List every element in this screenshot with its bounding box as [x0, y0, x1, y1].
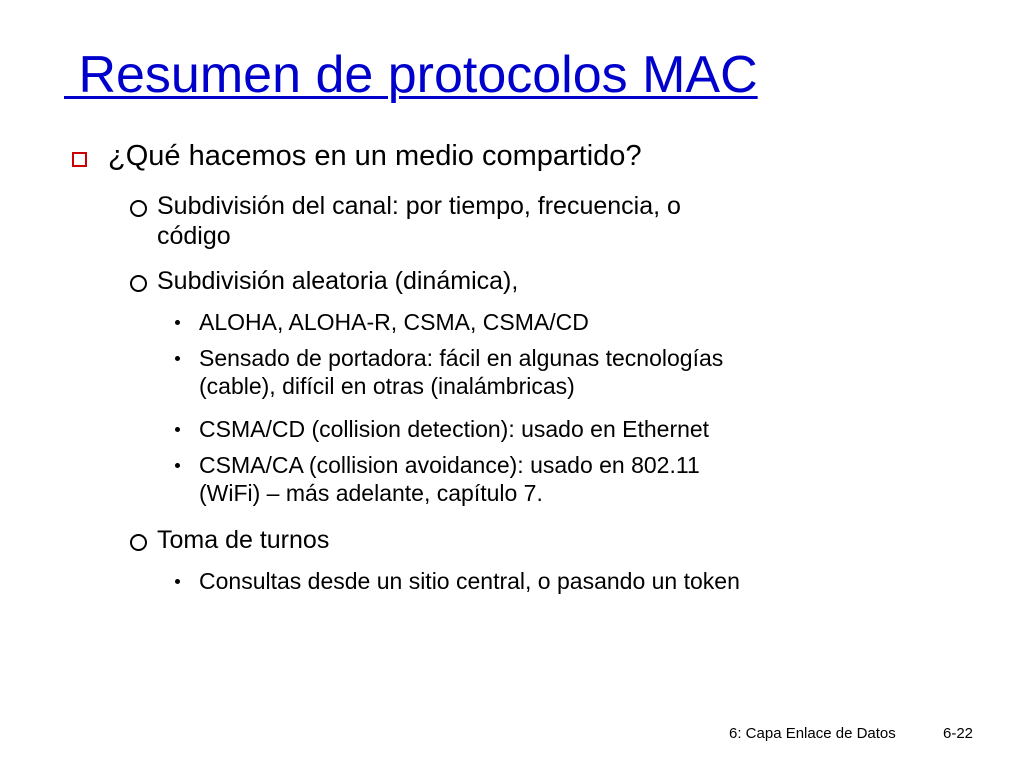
- bullet-consultas: Consultas desde un sitio central, o pasando un token: [199, 568, 740, 594]
- bullet-csma-cd: CSMA/CD (collision detection): usado en Ethernet: [199, 416, 710, 442]
- slide-title: Resumen de protocolos MAC: [64, 46, 758, 104]
- circle-bullet-icon: [130, 200, 147, 217]
- dot-bullet-icon: [175, 320, 180, 325]
- dot-bullet-icon: [175, 579, 180, 584]
- dot-bullet-icon: [175, 427, 180, 432]
- bullet-sensado: Sensado de portadora: fácil en algunas tecnologías (cable), difícil en otras (inalámbricas): [199, 345, 724, 399]
- bullet-toma-turnos: Toma de turnos: [157, 526, 330, 554]
- bullet-aloha: ALOHA, ALOHA-R, CSMA, CSMA/CD: [199, 309, 589, 335]
- footer-chapter-label: 6: Capa Enlace de Datos: [729, 725, 896, 742]
- bullet-question: ¿Qué hacemos en un medio compartido?: [108, 140, 642, 172]
- circle-bullet-icon: [130, 275, 147, 292]
- bullet-subdivision-canal: Subdivisión del canal: por tiempo, frecuencia, o código: [157, 192, 681, 250]
- bullet-subdivision-aleatoria: Subdivisión aleatoria (dinámica),: [157, 267, 519, 295]
- bullet-csma-ca: CSMA/CA (collision avoidance): usado en 802.11 (WiFi) – más adelante, capítulo 7.: [199, 452, 700, 506]
- footer-page-number: 6-22: [943, 725, 974, 742]
- square-bullet-icon: [72, 152, 87, 167]
- circle-bullet-icon: [130, 534, 147, 551]
- dot-bullet-icon: [175, 356, 180, 361]
- dot-bullet-icon: [175, 463, 180, 468]
